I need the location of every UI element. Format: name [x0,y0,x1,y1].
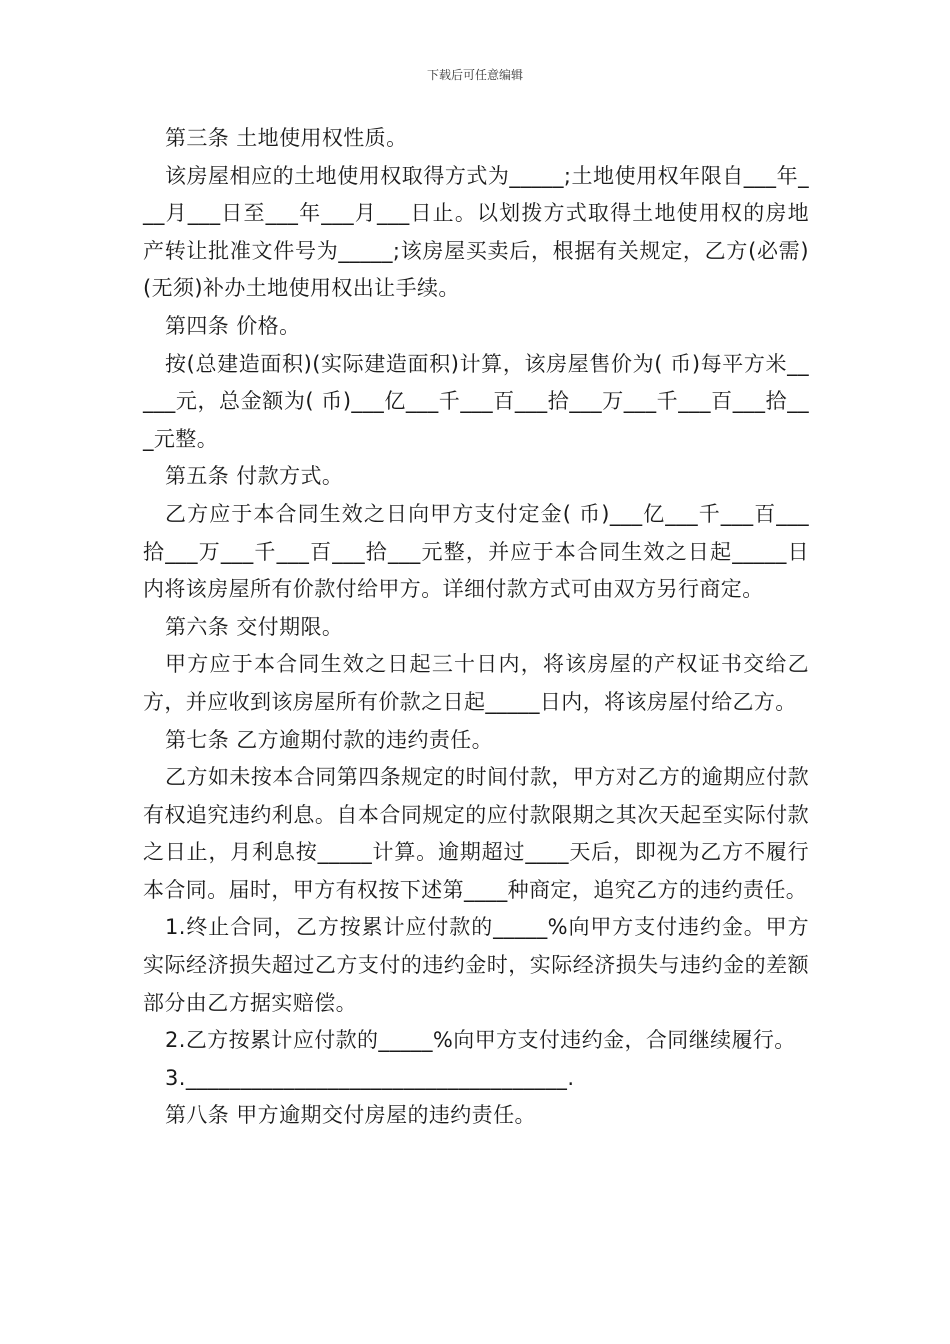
document-body [143,120,809,1135]
clause-8-heading: 第八条 甲方逾期交付房屋的违约责任。 [165,1103,536,1128]
clause-5-heading: 第五条 付款方式。 [165,464,344,489]
clause-6-text: 甲方应于本合同生效之日起三十日内，将该房屋的产权证书交给乙方，并应收到该房屋所有价款之日起_____日内，将该房屋付给乙方。 [143,652,809,714]
clause-7-option-3: 3.___________________________________. [165,1065,575,1090]
clause-7-text: 乙方如未按本合同第四条规定的时间付款，甲方对乙方的逾期应付款有权追究违约利息。自本合同规定的应付款限期之其次天起至实际付款之日止，月利息按_____计算。逾期超过____天后，即视为乙方不履行本合同。届时，甲方有权按下述第____种商定，追究乙方的违约责任。 [143,765,809,902]
clause-6-heading: 第六条 交付期限。 [165,614,344,639]
clause-4-heading: 第四条 价格。 [165,313,301,338]
page-header: 下载后可任意编辑 [426,68,523,82]
clause-3-heading: 第三条 土地使用权性质。 [165,126,408,150]
clause-3-text: 该房屋相应的土地使用权取得方式为_____;土地使用权年限自___年___月___日至___年___月___日止。以划拨方式取得土地使用权的房地产转让批准文件号为_____;该房屋买卖后，根据有关规定，乙方(必需)(无须)补办土地使用权出让手续。 [143,163,809,301]
clause-4-text: 按(总建造面积)(实际建造面积)计算，该房屋售价为( 币)每平方米_____元，总金额为( 币)___亿___千___百___拾___万___千___百___拾___元整。 [143,351,809,451]
clause-7-option-2: 2.乙方按累计应付款的_____%向甲方支付违约金，合同继续履行。 [165,1028,796,1053]
clause-7-heading: 第七条 乙方逾期付款的违约责任。 [165,727,494,752]
clause-5-text: 乙方应于本合同生效之日向甲方支付定金( 币)___亿___千___百___拾___万___千___百___拾___元整，并应于本合同生效之日起_____日内将该房屋所有价款付给甲方。详细付款方式可由双方另行商定。 [143,501,809,602]
clause-7-option-1: 1.终止合同，乙方按累计应付款的_____%向甲方支付违约金。甲方实际经济损失超过乙方支付的违约金时，实际经济损失与违约金的差额部分由乙方据实赔偿。 [143,915,809,1015]
